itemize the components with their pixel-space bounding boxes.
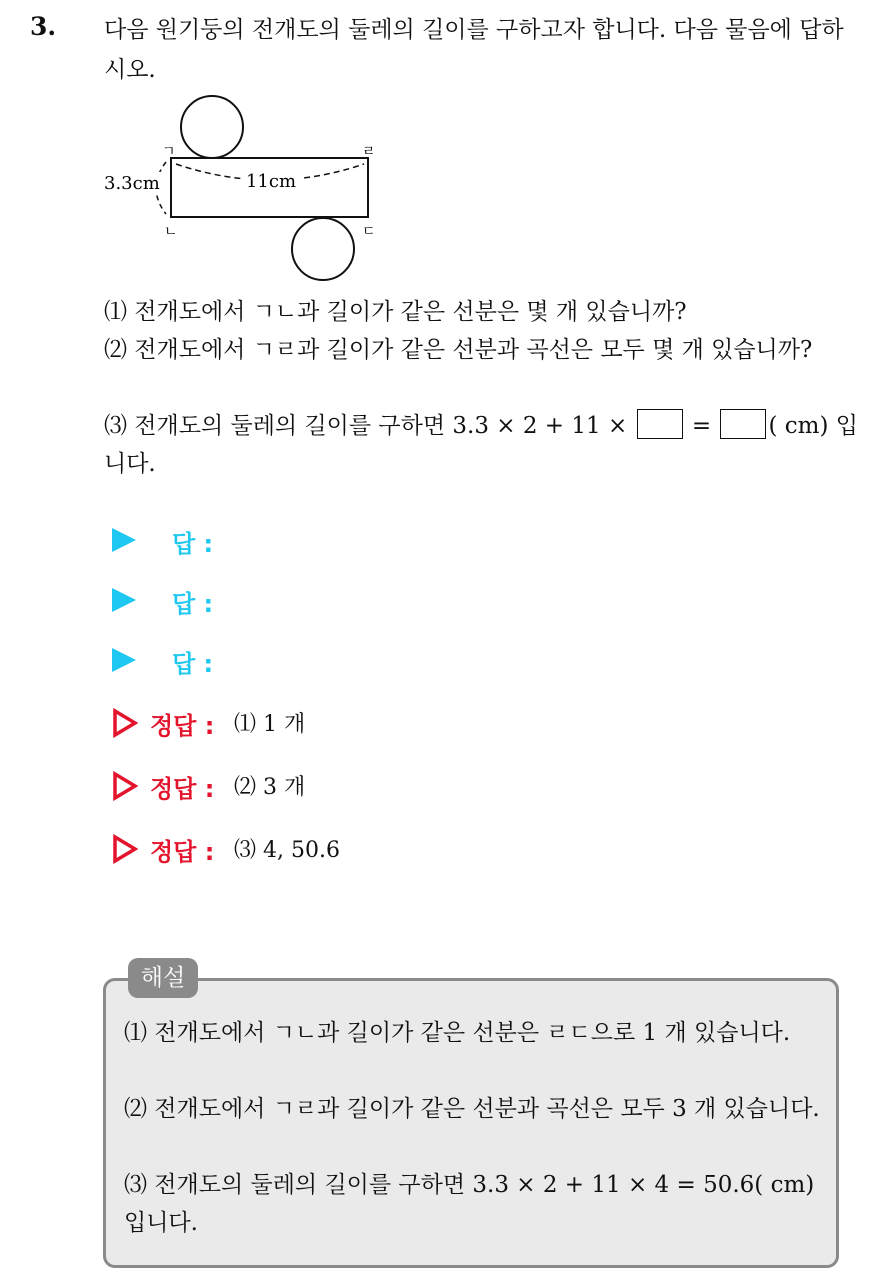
correct-value-1: ⑴ 1 개 (234, 712, 306, 737)
answer-label: 답 : (172, 590, 214, 618)
subquestion-3-suffix: ( cm) 입니다. (104, 413, 858, 477)
vertex-label-n: ㄴ (164, 224, 178, 240)
explanation-line-1: ⑴ 전개도에서 ㄱㄴ과 길이가 같은 선분은 ㄹㄷ으로 1 개 있습니다. (124, 1020, 791, 1046)
explanation-title: 해설 (128, 958, 198, 998)
answer-blank-2[interactable] (720, 409, 766, 439)
correct-label: 정답 : (150, 775, 215, 803)
top-circle (181, 96, 243, 158)
correct-value-2: ⑵ 3 개 (234, 775, 306, 800)
correct-label: 정답 : (150, 712, 215, 740)
correct-marker-icon (112, 834, 138, 864)
answer-label: 답 : (172, 650, 214, 678)
question-text: 다음 원기둥의 전개도의 둘레의 길이를 구하고자 합니다. 다음 물음에 답하시오. (104, 17, 844, 83)
bottom-circle (292, 218, 354, 280)
subquestion-3 (104, 407, 864, 483)
width-label: 11cm (245, 171, 297, 192)
question-number: 3. (30, 12, 57, 41)
vertex-label-r: ㄹ (362, 144, 376, 160)
height-label: 3.3cm (104, 173, 160, 194)
answer-marker-icon (112, 588, 136, 612)
subquestion-3-equals: = (691, 413, 712, 439)
correct-marker-icon (112, 771, 138, 801)
vertex-label-g: ㄱ (162, 144, 176, 160)
answer-blank-1[interactable] (637, 409, 683, 439)
explanation-line-2: ⑵ 전개도에서 ㄱㄹ과 길이가 같은 선분과 곡선은 모두 3 개 있습니다. (124, 1096, 820, 1122)
answer-label: 답 : (172, 530, 214, 558)
subquestion-2: ⑵ 전개도에서 ㄱㄹ과 길이가 같은 선분과 곡선은 모두 몇 개 있습니까? (104, 337, 813, 363)
explanation-line-3: ⑶ 전개도의 둘레의 길이를 구하면 3.3 × 2 + 11 × 4 = 50.6( cm) 입니다. (124, 1172, 815, 1236)
correct-value-3: ⑶ 4, 50.6 (234, 838, 340, 863)
subquestion-1: ⑴ 전개도에서 ㄱㄴ과 길이가 같은 선분은 몇 개 있습니까? (104, 299, 687, 325)
correct-marker-icon (112, 708, 138, 738)
vertex-label-d: ㄷ (362, 224, 376, 240)
correct-label: 정답 : (150, 838, 215, 866)
answer-marker-icon (112, 528, 136, 552)
subquestion-3-prefix: ⑶ 전개도의 둘레의 길이를 구하면 3.3 × 2 + 11 × (104, 413, 628, 439)
answer-marker-icon (112, 648, 136, 672)
cylinder-net-figure (96, 92, 396, 287)
